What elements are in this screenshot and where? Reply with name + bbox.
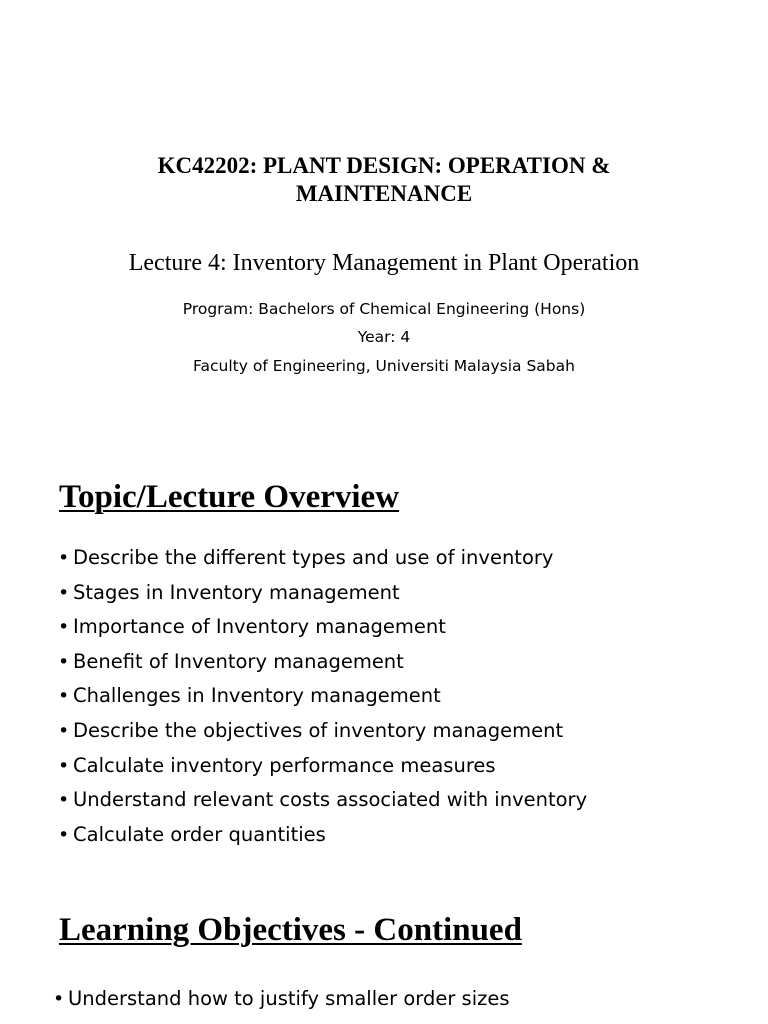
- title-block: [0, 152, 768, 208]
- list-item-text: Understand how to justify smaller order sizes: [68, 987, 510, 1010]
- list-item-text: Calculate order quantities: [73, 822, 326, 846]
- bullet-icon: •: [58, 754, 70, 777]
- list-item-text: Stages in Inventory management: [73, 580, 400, 604]
- list-item: [58, 645, 587, 680]
- bullet-icon: •: [53, 988, 65, 1010]
- list-item: [58, 576, 587, 611]
- list-item-text: Describe the different types and use of inventory: [73, 546, 554, 569]
- list-item: [58, 749, 587, 784]
- list-item: [58, 818, 587, 853]
- overview-list: [58, 541, 587, 852]
- bullet-icon: •: [58, 616, 70, 639]
- faculty-text: Faculty of Engineering, Universiti Malaysia Sabah: [193, 357, 575, 375]
- bullet-icon: •: [58, 719, 70, 742]
- year-text: Year: 4: [357, 328, 411, 346]
- bullet-icon: •: [58, 823, 70, 846]
- list-item: [53, 982, 510, 1017]
- program-text: Program: Bachelors of Chemical Engineering (Hons): [182, 300, 586, 318]
- bullet-icon: •: [58, 547, 70, 569]
- list-item: [58, 610, 587, 645]
- list-item-text: Benefit of Inventory management: [73, 649, 404, 673]
- lecture-title: Lecture 4: Inventory Management in Plant Operation: [128, 250, 640, 276]
- list-item-text: Describe the objectives of inventory management: [73, 718, 564, 742]
- bullet-icon: •: [58, 685, 70, 708]
- list-item: [58, 679, 587, 714]
- list-item-text: Understand relevant costs associated with inventory: [73, 788, 588, 812]
- list-item-text: Challenges in Inventory management: [73, 684, 441, 708]
- course-title: KC42202: PLANT DESIGN: OPERATION & MAINTENANCE: [157, 153, 611, 206]
- objectives-heading: Learning Objectives - Continued: [59, 912, 522, 948]
- list-item: [58, 714, 587, 749]
- list-item-text: Importance of Inventory management: [73, 615, 446, 639]
- bullet-icon: •: [58, 581, 70, 604]
- bullet-icon: •: [58, 789, 70, 812]
- list-item: [58, 541, 587, 576]
- list-item: [58, 783, 587, 818]
- overview-heading: Topic/Lecture Overview: [59, 479, 400, 515]
- objectives-list: [53, 982, 510, 1017]
- list-item-text: Calculate inventory performance measures: [73, 753, 496, 777]
- bullet-icon: •: [58, 650, 70, 673]
